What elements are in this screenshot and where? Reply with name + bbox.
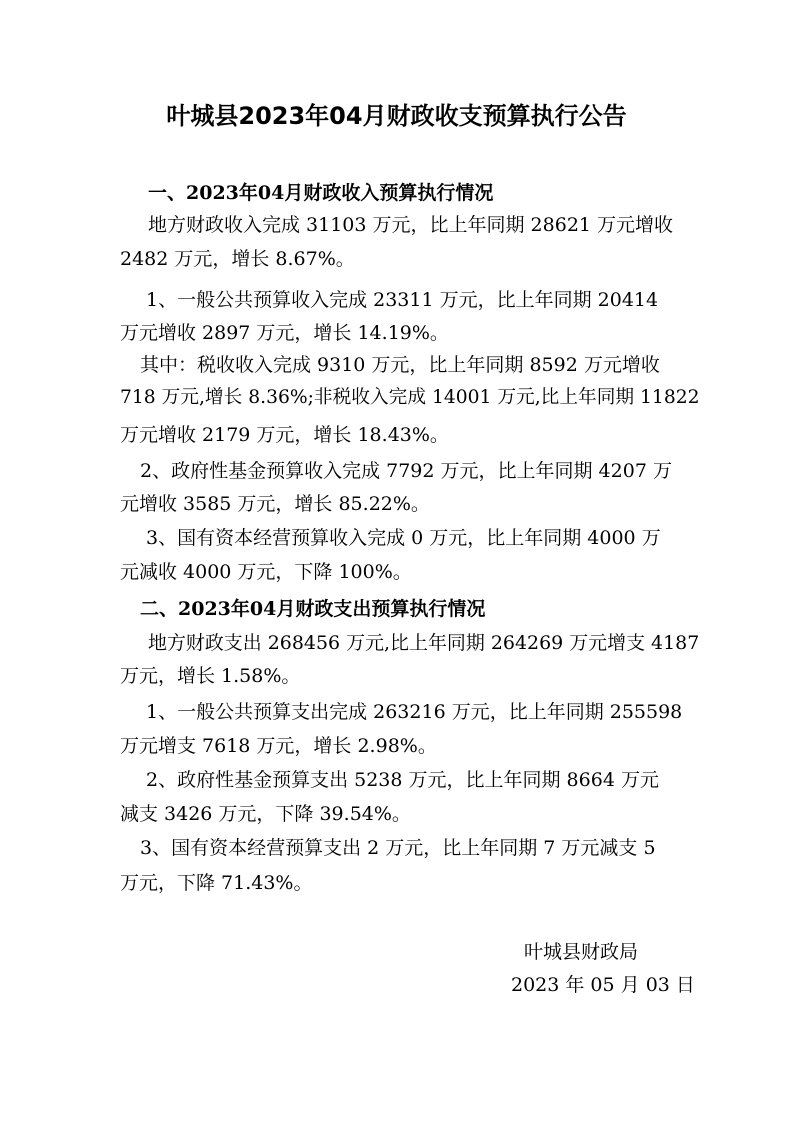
income-state-line-2: 元减收 4000 万元，下降 100%。 (120, 561, 412, 583)
expense-heading: 二、2023年04月财政支出预算执行情况 (140, 598, 486, 620)
income-tax-line-3: 万元增收 2179 万元，增长 18.43%。 (120, 424, 449, 446)
income-fund-line-2: 元增收 3585 万元，增长 85.22%。 (120, 493, 430, 515)
income-state-line-1: 3、国有资本经营预算收入完成 0 万元，比上年同期 4000 万 (146, 527, 661, 549)
expense-total-line-1: 地方财政支出 268456 万元,比上年同期 264269 万元增支 4187 (148, 632, 700, 654)
expense-general-line-1: 1、一般公共预算支出完成 263216 万元，比上年同期 255598 (146, 701, 683, 723)
expense-fund-line-2: 减支 3426 万元，下降 39.54%。 (120, 803, 411, 825)
income-fund-line-1: 2、政府性基金预算收入完成 7792 万元，比上年同期 4207 万 (140, 460, 672, 482)
expense-general-line-2: 万元增支 7618 万元，增长 2.98%。 (120, 735, 437, 757)
income-general-line-1: 1、一般公共预算收入完成 23311 万元，比上年同期 20414 (146, 289, 659, 311)
signature-date: 2023 年 05 月 03 日 (511, 974, 695, 996)
income-heading: 一、2023年04月财政收入预算执行情况 (148, 182, 494, 204)
income-tax-line-2: 718 万元,增长 8.36%;非税收入完成 14001 万元,比上年同期 11822 (120, 387, 700, 408)
expense-state-line-1: 3、国有资本经营预算支出 2 万元，比上年同期 7 万元减支 5 (140, 837, 656, 859)
signature-org: 叶城县财政局 (524, 941, 639, 963)
expense-state-line-2: 万元，下降 71.43%。 (120, 872, 313, 894)
income-general-line-2: 万元增收 2897 万元，增长 14.19%。 (120, 322, 449, 344)
income-tax-line-1: 其中：税收收入完成 9310 万元，比上年同期 8592 万元增收 (140, 354, 660, 376)
expense-fund-line-1: 2、政府性基金预算支出 5238 万元，比上年同期 8664 万元 (146, 769, 659, 791)
income-total-line-1: 地方财政收入完成 31103 万元，比上年同期 28621 万元增收 (148, 214, 674, 236)
page-title: 叶城县2023年04月财政收支预算执行公告 (166, 102, 627, 130)
expense-total-line-2: 万元，增长 1.58%。 (120, 665, 301, 687)
income-total-line-2: 2482 万元，增长 8.67%。 (120, 248, 355, 270)
